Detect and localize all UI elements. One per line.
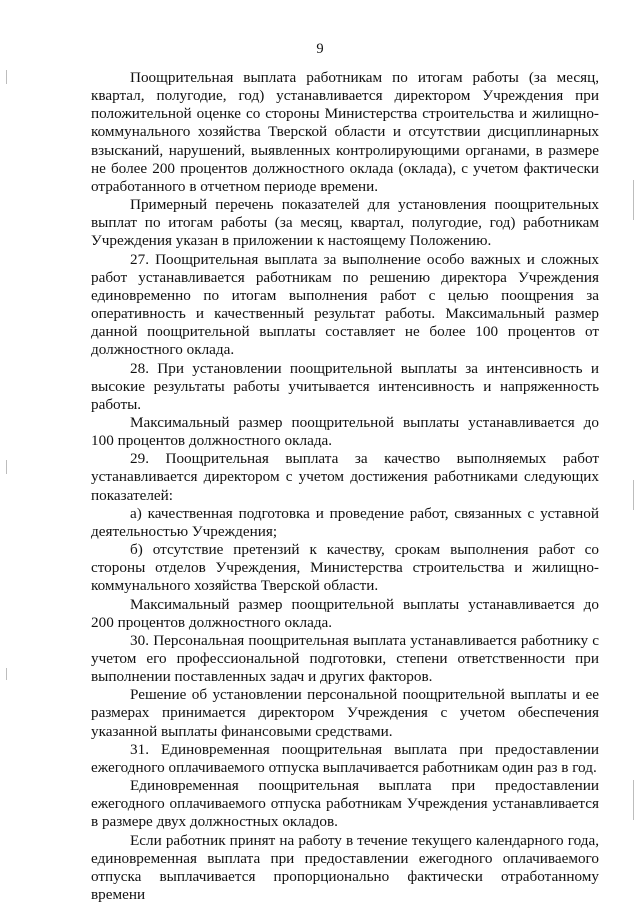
left-scan-mark-middle: [6, 460, 7, 474]
paragraph-30-personal: 30. Персональная поощрительная выплата устанавливается работнику с учетом его профессиональной подготовки, степени ответственности при выполнении поставленных задач и других факторов.: [91, 631, 599, 686]
paragraph-31-vacation: 31. Единовременная поощрительная выплата при предоставлении ежегодного оплачиваемого отпуска выплачивается работникам один раз в год.: [91, 740, 599, 776]
right-scan-mark-top: [633, 180, 634, 220]
paragraph-29-quality: 29. Поощрительная выплата за качество выполняемых работ устанавливается директором с учетом достижения работниками следующих показателей:: [91, 450, 599, 504]
page-number: 9: [316, 41, 324, 57]
left-scan-mark-lower: [6, 668, 7, 680]
left-scan-mark-top: [6, 70, 7, 84]
paragraph-31-proportional: Если работник принят на работу в течение текущего календарного года, единовременная выплата при предоставлении ежегодного оплачиваемого отпуска выплачивается пропорционально фактически отработанному времени: [91, 831, 599, 904]
paragraph-indicator-list: Примерный перечень показателей для установления поощрительных выплат по итогам работы (за месяц, квартал, полугодие, год) работникам Учреждения указан в приложении к настоящему Положению.: [91, 196, 599, 250]
paragraph-27-important-work: 27. Поощрительная выплата за выполнение особо важных и сложных работ устанавливается работникам по решению директора Учреждения единовременно по итогам выполнения работ с целью поощрения за оперативность и качественный результат работы. Максимальный размер данной поощрительной выплаты составляет не более 100 процентов от должностного оклада.: [91, 250, 599, 359]
paragraph-28-max-size: Максимальный размер поощрительной выплаты устанавливается до 100 процентов должностного оклада.: [91, 413, 599, 450]
paragraph-30-decision: Решение об установлении персональной поощрительной выплаты и ее размерах принимается директором Учреждения с учетом обеспечения указанной выплаты финансовыми средствами.: [91, 686, 599, 740]
paragraph-28-intensity: 28. При установлении поощрительной выплаты за интенсивность и высокие результаты работы учитывается интенсивность и напряженность работы.: [91, 359, 599, 413]
right-scan-mark-bottom: [633, 780, 634, 820]
paragraph-31-amount: Единовременная поощрительная выплата при предоставлении ежегодного оплачиваемого отпуска работникам Учреждения устанавливается в размере двух должностных окладов.: [91, 777, 599, 831]
right-scan-mark-middle: [633, 480, 634, 510]
document-body: [91, 69, 599, 904]
paragraph-29-max-size: Максимальный размер поощрительной выплаты устанавливается до 200 процентов должностного оклада.: [91, 595, 599, 631]
paragraph-29-item-a: а) качественная подготовка и проведение работ, связанных с уставной деятельностью Учреждения;: [91, 504, 599, 540]
paragraph-bonus-results: Поощрительная выплата работникам по итогам работы (за месяц, квартал, полугодие, год) устанавливается директором Учреждения при положительной оценке со стороны Министерства строительства и жилищно-коммунального хозяйства Тверской области и отсутствии дисциплинарных взысканий, нарушений, выявленных контролирующими органами, в размере не более 200 процентов должностного оклада (оклада), с учетом фактически отработанного в отчетном периоде времени.: [91, 69, 599, 195]
paragraph-29-item-b: б) отсутствие претензий к качеству, срокам выполнения работ со стороны отделов Учреждения, Министерства строительства и жилищно-коммунального хозяйства Тверской области.: [91, 541, 599, 595]
